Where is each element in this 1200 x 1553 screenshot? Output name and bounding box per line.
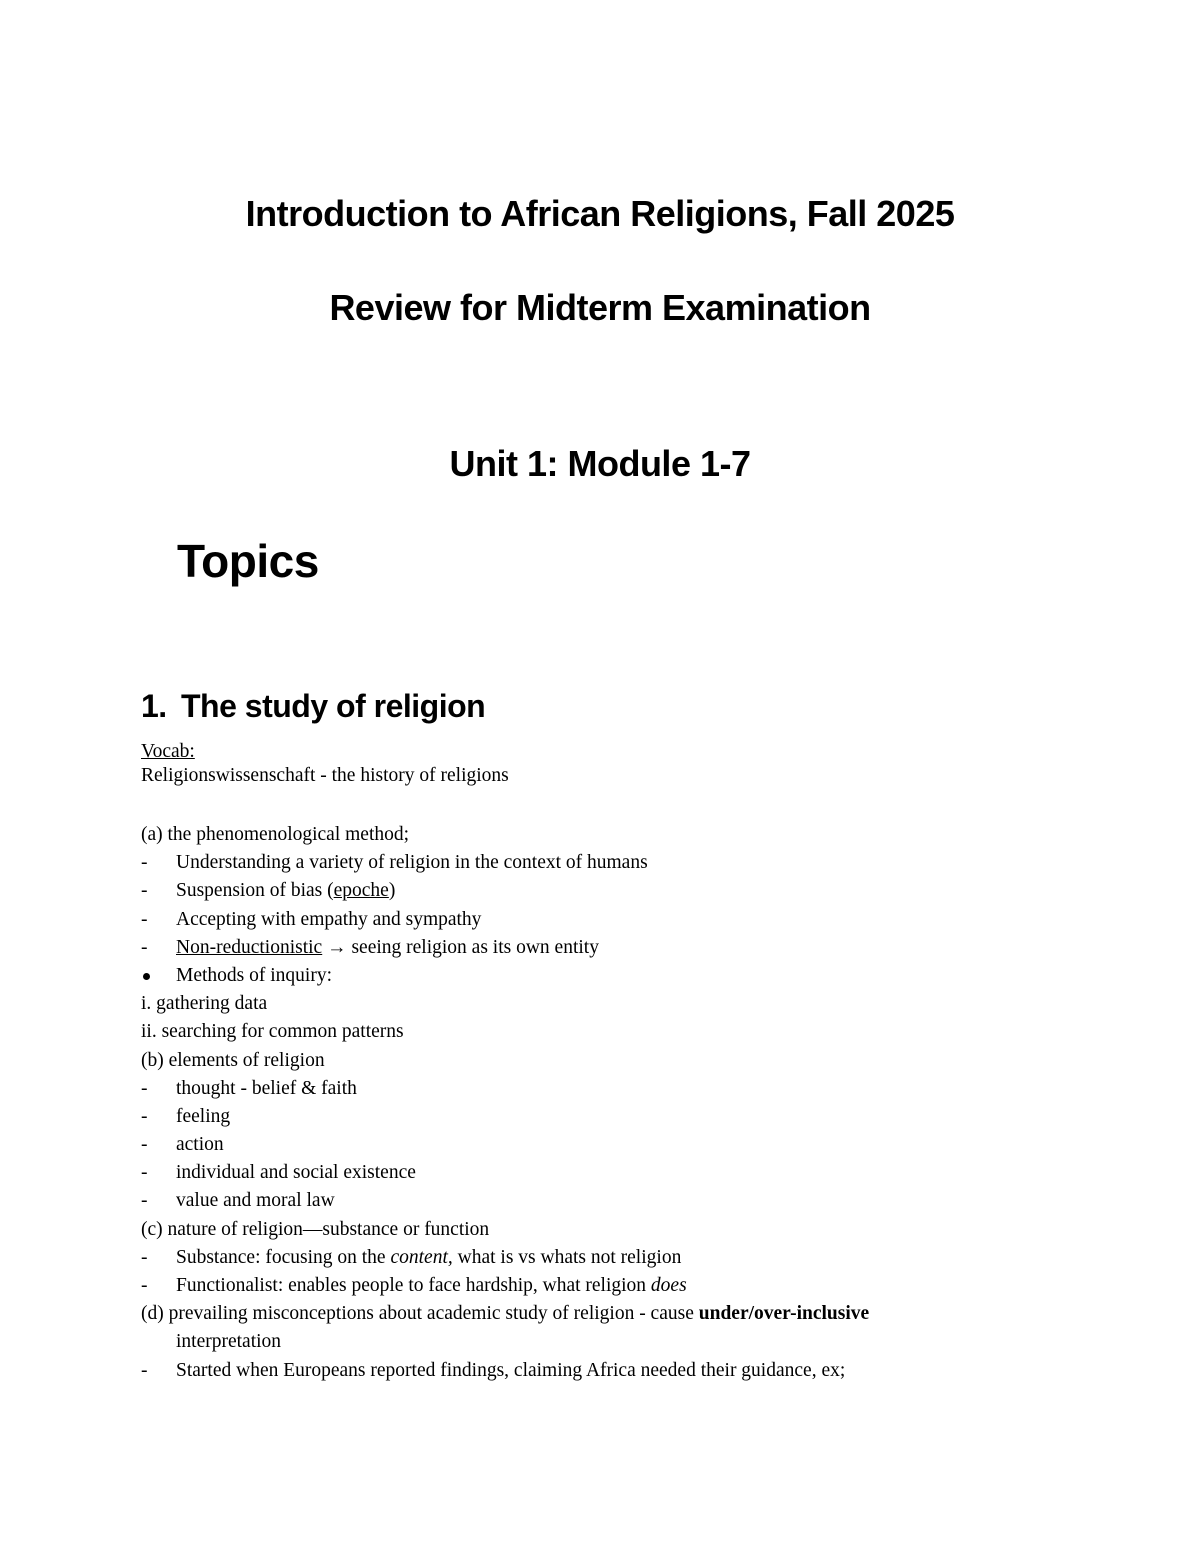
dash-marker: -: [141, 1134, 148, 1156]
list-item: [141, 1103, 1041, 1131]
misconceptions-continuation: interpretation: [176, 1331, 282, 1353]
dash-marker: -: [141, 1246, 148, 1268]
list-item: [141, 1357, 1041, 1385]
list-item: [141, 877, 1041, 905]
list-item-text: Understanding a variety of religion in the context of humans: [176, 852, 648, 874]
list-item-text: action: [176, 1134, 224, 1156]
content-emphasis: content,: [390, 1246, 453, 1268]
phenomenological-header: (a) the phenomenological method;: [141, 824, 410, 845]
list-item: [141, 1187, 1041, 1215]
dash-marker: -: [141, 880, 148, 902]
list-item-text: → seeing religion as its own entity: [322, 936, 599, 958]
list-item-text: Accepting with empathy and sympathy: [176, 908, 482, 930]
list-item-text: Functionalist: enables people to face hardship, what religion: [176, 1275, 651, 1296]
roman-item: i. gathering data: [141, 993, 268, 1015]
dash-marker: -: [141, 1275, 148, 1296]
nature-header: (c) nature of religion—substance or function: [141, 1218, 490, 1240]
list-item-text: thought - belief & faith: [176, 1077, 357, 1099]
roman-item: ii. searching for common patterns: [141, 1021, 404, 1043]
list-item: [141, 1272, 1041, 1300]
list-item-text: value and moral law: [176, 1190, 335, 1212]
dash-marker: -: [141, 1105, 148, 1127]
elements-header: (b) elements of religion: [141, 1049, 325, 1071]
list-item-text: Substance: focusing on the: [176, 1246, 391, 1268]
bullet-icon: [143, 973, 150, 980]
bullet-item-text: Methods of inquiry:: [176, 964, 332, 986]
list-item: [141, 1159, 1041, 1187]
dash-marker: -: [141, 936, 148, 958]
list-item: [141, 1244, 1041, 1272]
section-number: 1.: [141, 688, 167, 724]
list-item: [141, 1075, 1041, 1103]
list-item-text: feeling: [176, 1105, 231, 1127]
non-reductionistic-term: Non-reductionistic: [176, 936, 323, 958]
epoche-term: epoche: [333, 880, 389, 902]
dash-marker: -: [141, 1077, 148, 1099]
misconceptions-bold: under/over-inclusive: [698, 1303, 870, 1325]
list-item: [141, 934, 1041, 962]
dash-marker: -: [141, 852, 148, 874]
vocab-definition: Religionswissenschaft - the history of religions: [141, 765, 509, 786]
does-emphasis: does: [650, 1275, 687, 1296]
list-item-text: what is vs whats not religion: [452, 1246, 682, 1268]
list-item: [141, 849, 1041, 877]
dash-marker: -: [141, 1162, 148, 1184]
document-subtitle: Review for Midterm Examination: [329, 287, 871, 328]
list-item-text: Started when Europeans reported findings, claiming Africa needed their guidance, ex;: [176, 1359, 846, 1381]
unit-title: Unit 1: Module 1-7: [449, 443, 751, 484]
section-title: The study of religion: [181, 688, 486, 724]
dash-marker: -: [141, 908, 148, 930]
vocab-label-line: [141, 740, 1041, 764]
vocab-label: Vocab:: [141, 741, 195, 762]
misconceptions-header: [141, 1300, 1041, 1328]
dash-marker: -: [141, 1359, 148, 1381]
bullet-item: [141, 962, 1041, 990]
list-item-text: individual and social existence: [176, 1162, 416, 1184]
document-title: Introduction to African Religions, Fall 2025: [245, 193, 955, 234]
topics-heading: Topics: [177, 535, 319, 587]
list-item: [141, 1131, 1041, 1159]
list-item: [141, 906, 1041, 934]
section-heading: [141, 686, 485, 726]
misconceptions-text: (d) prevailing misconceptions about academic study of religion - cause: [141, 1303, 699, 1325]
list-item-text: ): [388, 880, 396, 902]
section-body: [141, 740, 1041, 1385]
dash-marker: -: [141, 1190, 148, 1212]
list-item-text: Suspension of bias (: [176, 880, 334, 902]
